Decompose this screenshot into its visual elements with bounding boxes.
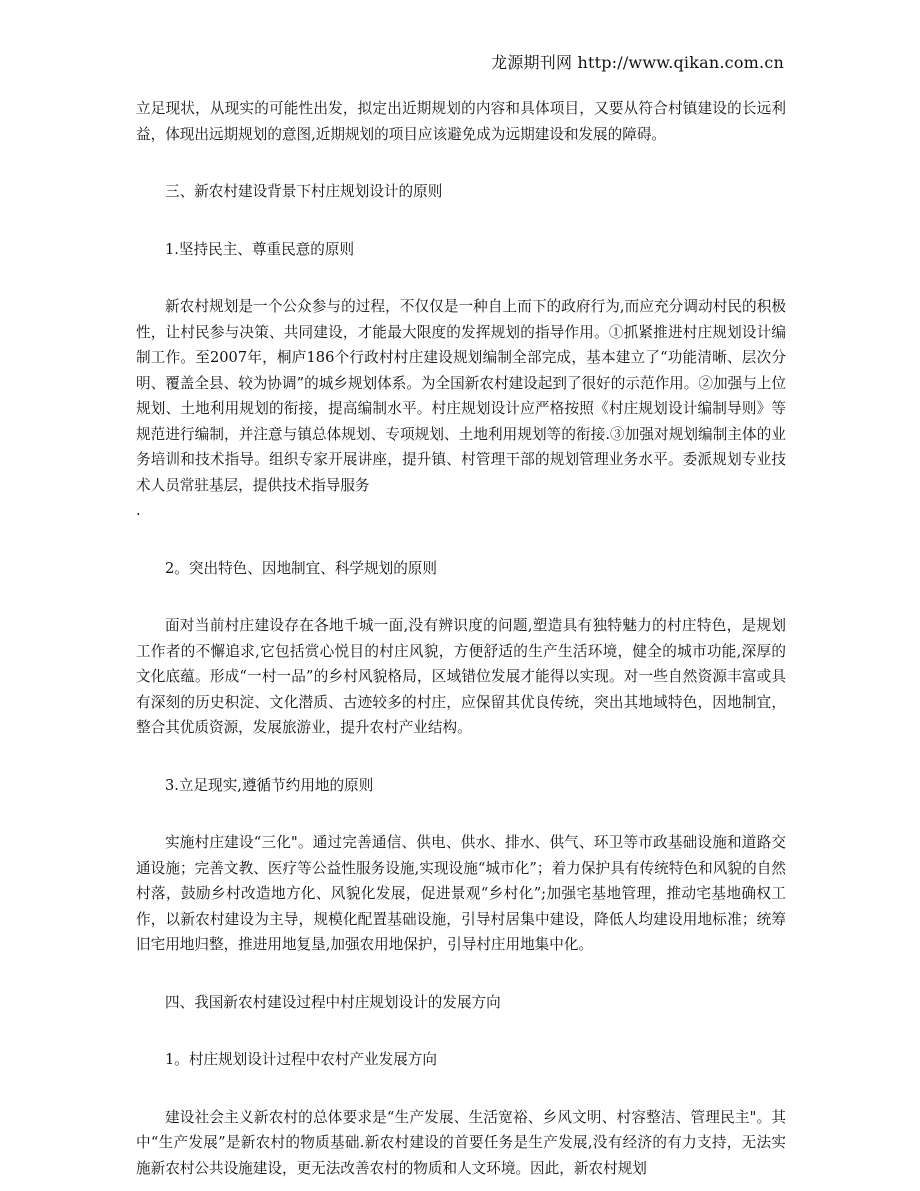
subsection-heading: 1.坚持民主、尊重民意的原则 xyxy=(165,240,355,258)
paragraph: 面对当前村庄建设存在各地千城一面,没有辨识度的问题,塑造具有独特魅力的村庄特色，是规划工作者的不懈追求,它包括赏心悦目的村庄风貌，方便舒适的生产生活环境，健全的城市功能,深厚的文化底蕴。形成“一村一品”的乡村风貌格局，区域错位发展才能得以实现。对一些自然资源丰富或具有深刻的历史积淀、文化潜质、古迹较多的村庄，应保留其优良传统，突出其地域特色，因地制宜，整合其优质资源，发展旅游业，提升农村产业结构。 xyxy=(136,617,786,736)
paragraph: 建设社会主义新农村的总体要求是“生产发展、生活宽裕、乡风文明、村容整洁、管理民主"。其中“生产发展”是新农村的物质基础.新农村建设的首要任务是生产发展,没有经济的有力支持，无法实施新农村公共设施建设，更无法改善农村的物质和人文环境。因此，新农村规划 xyxy=(136,1108,786,1177)
section-heading: 三、新农村建设背景下村庄规划设计的原则 xyxy=(165,183,443,200)
subsection-heading: 1。村庄规划设计过程中农村产业发展方向 xyxy=(165,1051,437,1068)
page-header: 龙源期刊网 http://www.qikan.com.cn xyxy=(491,53,784,72)
article-body xyxy=(136,96,786,1181)
paragraph: 立足现状，从现实的可能性出发，拟定出近期规划的内容和具体项目，又要从符合村镇建设的长远利益，体现出远期规划的意图,近期规划的项目应该避免成为远期建设和发展的障碍。 xyxy=(136,100,786,143)
subsection-heading: 2。突出特色、因地制宜、科学规划的原则 xyxy=(165,559,437,577)
paragraph: 新农村规划是一个公众参与的过程，不仅仅是一种自上而下的政府行为,而应充分调动村民的积极性，让村民参与决策、共同建设，才能最大限度的发挥规划的指导作用。①抓紧推进村庄规划设计编制工作。至2007年，桐庐186个行政村村庄建设规划编制全部完成，基本建立了“功能清晰、层次分明、覆盖全县、较为协调”的城乡规划体系。为全国新农村建设起到了很好的示范作用。②加强与上位规划、土地利用规划的衔接，提高编制水平。村庄规划设计应严格按照《村庄规划设计编制导则》等规范进行编制，并注意与镇总体规划、专项规划、土地利用规划等的衔接.③加强对规划编制主体的业务培训和技术指导。组织专家开展讲座，提升镇、村管理干部的规划管理业务水平。委派规划专业技术人员常驻基层，提供技术指导服务 xyxy=(136,298,786,494)
paragraph: 实施村庄建设“三化"。通过完善通信、供电、供水、排水、供气、环卫等市政基础设施和道路交通设施；完善文教、医疗等公益性服务设施,实现设施“城市化”；着力保护具有传统特色和风貌的自然村落，鼓励乡村改造地方化、风貌化发展，促进景观“乡村化”;加强宅基地管理，推动宅基地确权工作，以新农村建设为主导，规模化配置基础设施，引导村居集中建设，降低人均建设用地标准；统筹旧宅用地归整，推进用地复垦,加强农用地保护，引导村庄用地集中化。 xyxy=(136,834,786,953)
paragraph-tail: . xyxy=(136,502,141,519)
subsection-heading: 3.立足现实,遵循节约用地的原则 xyxy=(165,776,374,794)
section-heading: 四、我国新农村建设过程中村庄规划设计的发展方向 xyxy=(165,993,501,1011)
